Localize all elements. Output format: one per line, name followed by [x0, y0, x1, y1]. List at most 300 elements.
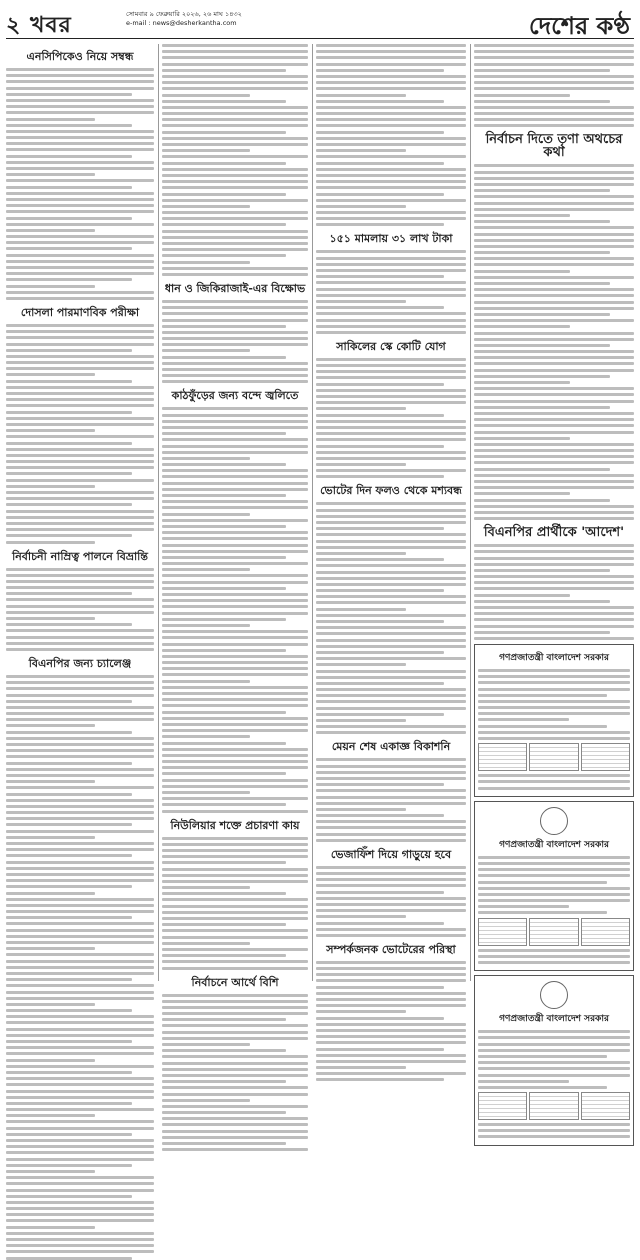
- text-line: [6, 179, 154, 182]
- text-line: [316, 432, 466, 435]
- text-line: [316, 620, 444, 623]
- text-line: [6, 417, 154, 420]
- text-line: [474, 106, 634, 109]
- text-line: [6, 1046, 154, 1049]
- text-line: [6, 80, 154, 83]
- text-line: [162, 994, 308, 997]
- text-line: [6, 343, 154, 346]
- text-line: [6, 130, 154, 133]
- headline: নির্বাচনে আর্থে বিশি: [191, 975, 279, 989]
- text-line: [6, 636, 154, 639]
- text-line: [478, 1129, 630, 1132]
- text-line: [6, 984, 154, 987]
- text-line: [478, 1067, 630, 1070]
- text-line: [6, 118, 95, 121]
- text-line: [478, 718, 569, 721]
- text-line: [162, 1099, 250, 1102]
- text-line: [6, 1102, 132, 1105]
- text-line: [6, 879, 154, 882]
- article-body: [316, 758, 466, 841]
- text-line: [478, 1043, 630, 1046]
- text-line: [162, 211, 308, 214]
- text-line: [162, 742, 286, 745]
- text-line: [316, 700, 466, 703]
- headline: সম্পর্কজনক ভোটেরের পরিস্থা: [326, 942, 456, 956]
- text-line: [162, 374, 308, 377]
- text-line: [162, 1074, 308, 1077]
- text-line: [6, 972, 154, 975]
- headline: মেয়ন শেষ একাজ্ঞ বিকাশনি: [331, 740, 451, 754]
- text-line: [6, 830, 154, 833]
- text-line: [6, 712, 154, 715]
- text-line: [6, 1207, 154, 1210]
- text-line: [162, 1093, 308, 1096]
- text-line: [316, 389, 466, 392]
- text-line: [6, 541, 95, 544]
- text-line: [6, 522, 154, 525]
- text-line: [316, 777, 466, 780]
- text-line: [316, 583, 466, 586]
- text-line: [316, 469, 466, 472]
- text-line: [162, 414, 308, 417]
- text-line: [6, 848, 154, 851]
- text-line: [6, 198, 154, 201]
- text-line: [6, 1120, 154, 1123]
- text-line: [316, 589, 444, 592]
- text-line: [162, 960, 308, 963]
- text-line: [6, 941, 154, 944]
- text-line: [316, 1029, 466, 1032]
- text-line: [162, 362, 308, 365]
- text-line: [316, 331, 466, 334]
- text-line: [162, 1142, 286, 1145]
- text-line: [6, 491, 154, 494]
- headline: ভোটের দিন ফলও থেকে মশ্যবন্ধ: [320, 484, 462, 498]
- text-line: [162, 106, 308, 109]
- text-line: [474, 431, 634, 434]
- email-line: e-mail : news@desherkantha.com: [126, 19, 237, 27]
- text-line: [474, 338, 634, 341]
- text-line: [474, 406, 610, 409]
- text-line: [6, 485, 95, 488]
- article-body: [474, 544, 634, 640]
- text-line: [6, 148, 154, 151]
- text-line: [316, 713, 444, 716]
- text-line: [6, 598, 154, 601]
- text-line: [474, 443, 634, 446]
- text-line: [162, 760, 308, 763]
- text-line: [316, 281, 466, 284]
- text-line: [474, 195, 634, 198]
- text-line: [6, 534, 132, 537]
- text-line: [316, 540, 466, 543]
- text-line: [316, 571, 466, 574]
- text-line: [6, 1232, 154, 1235]
- notice-title: গণপ্রজাতন্ত্রী বাংলাদেশ সরকার: [499, 1014, 609, 1025]
- text-line: [162, 605, 308, 608]
- text-line: [6, 1065, 154, 1068]
- text-line: [6, 1071, 132, 1074]
- text-line: [162, 967, 308, 970]
- text-line: [162, 803, 286, 806]
- text-line: [162, 556, 286, 559]
- text-line: [316, 796, 466, 799]
- text-line: [6, 380, 132, 383]
- headline: নির্বাচনী নাম্রিত্ব পালনে বিভ্রান্তি: [12, 549, 148, 563]
- article-body: [162, 44, 308, 276]
- text-line: [6, 910, 154, 913]
- text-line: [478, 856, 630, 859]
- text-line: [316, 288, 466, 291]
- text-line: [162, 193, 286, 196]
- text-line: [162, 735, 250, 738]
- text-line: [474, 569, 610, 572]
- text-line: [6, 336, 154, 339]
- text-line: [162, 267, 308, 270]
- text-line: [316, 884, 466, 887]
- masthead-rule: [6, 38, 634, 39]
- text-line: [6, 737, 154, 740]
- text-line: [478, 787, 630, 790]
- text-line: [316, 915, 406, 918]
- text-line: [316, 44, 466, 47]
- headline: সাকিলের স্কে কোটি যোগ: [336, 339, 446, 353]
- text-line: [474, 87, 634, 90]
- text-line: [162, 445, 308, 448]
- text-line: [6, 442, 132, 445]
- text-line: [6, 774, 154, 777]
- text-line: [162, 174, 308, 177]
- text-line: [474, 369, 634, 372]
- text-line: [6, 768, 154, 771]
- text-line: [478, 887, 630, 890]
- text-line: [478, 731, 630, 734]
- text-line: [162, 643, 308, 646]
- text-line: [474, 63, 634, 66]
- text-line: [316, 670, 466, 673]
- text-line: [474, 362, 634, 365]
- text-line: [474, 350, 634, 353]
- text-line: [162, 729, 308, 732]
- text-line: [6, 586, 154, 589]
- text-line: [316, 973, 466, 976]
- text-line: [162, 791, 250, 794]
- text-line: [6, 854, 132, 857]
- text-line: [6, 516, 154, 519]
- text-line: [316, 814, 444, 817]
- text-line: [162, 306, 308, 309]
- text-line: [162, 407, 308, 410]
- text-line: [478, 961, 630, 964]
- text-line: [474, 276, 634, 279]
- text-line: [316, 124, 466, 127]
- text-line: [478, 681, 630, 684]
- notice-body: [478, 1030, 630, 1089]
- government-notice: [474, 801, 634, 971]
- text-line: [6, 1009, 132, 1012]
- text-line: [316, 719, 406, 722]
- text-line: [6, 1164, 132, 1167]
- text-line: [316, 131, 444, 134]
- text-line: [162, 673, 308, 676]
- text-line: [162, 810, 308, 813]
- text-line: [474, 294, 634, 297]
- text-line: [478, 1055, 607, 1058]
- text-line: [162, 667, 308, 670]
- text-line: [316, 87, 466, 90]
- text-line: [6, 229, 95, 232]
- text-line: [6, 266, 154, 269]
- text-line: [478, 899, 630, 902]
- article-body: [474, 164, 634, 520]
- text-line: [474, 319, 634, 322]
- text-line: [474, 461, 634, 464]
- text-line: [162, 56, 308, 59]
- text-line: [316, 383, 444, 386]
- text-line: [478, 868, 630, 871]
- text-line: [316, 1048, 444, 1051]
- text-line: [316, 223, 444, 226]
- text-line: [316, 1010, 406, 1013]
- text-line: [162, 380, 308, 383]
- text-line: [162, 544, 308, 547]
- text-line: [316, 319, 466, 322]
- text-line: [6, 155, 132, 158]
- page-label: ২ খবর: [6, 12, 72, 38]
- text-line: [162, 325, 286, 328]
- text-line: [316, 186, 466, 189]
- text-line: [316, 312, 466, 315]
- text-line: [162, 886, 250, 889]
- text-line: [316, 928, 466, 931]
- text-line: [6, 574, 154, 577]
- text-line: [162, 837, 308, 840]
- text-line: [6, 460, 154, 463]
- text-line: [474, 164, 634, 167]
- text-line: [474, 307, 634, 310]
- text-line: [6, 324, 154, 327]
- text-line: [316, 663, 406, 666]
- text-line: [162, 1148, 308, 1151]
- text-line: [6, 718, 154, 721]
- text-line: [6, 842, 154, 845]
- text-line: [6, 99, 154, 102]
- text-line: [316, 81, 466, 84]
- text-line: [162, 892, 286, 895]
- text-line: [478, 1036, 630, 1039]
- text-line: [6, 731, 132, 734]
- text-line: [474, 505, 634, 508]
- government-notice: [474, 644, 634, 797]
- text-line: [474, 544, 634, 547]
- text-line: [474, 606, 634, 609]
- text-line: [162, 143, 308, 146]
- text-line: [6, 167, 154, 170]
- text-line: [6, 429, 95, 432]
- text-line: [162, 599, 308, 602]
- text-line: [6, 1059, 95, 1062]
- text-line: [474, 220, 610, 223]
- text-line: [162, 131, 286, 134]
- text-line: [474, 557, 634, 560]
- text-line: [162, 936, 308, 939]
- text-line: [6, 173, 95, 176]
- text-line: [474, 344, 610, 347]
- text-line: [316, 420, 466, 423]
- text-line: [474, 424, 634, 427]
- text-line: [478, 911, 607, 914]
- text-line: [316, 998, 466, 1001]
- text-line: [162, 948, 308, 951]
- text-line: [162, 568, 250, 571]
- article-body: [6, 68, 154, 300]
- text-line: [162, 475, 308, 478]
- text-line: [162, 248, 308, 251]
- text-line: [6, 74, 154, 77]
- text-line: [6, 724, 95, 727]
- text-line: [6, 1226, 95, 1229]
- text-line: [162, 500, 308, 503]
- text-line: [162, 513, 250, 516]
- text-line: [162, 618, 286, 621]
- text-line: [316, 552, 406, 555]
- notice-body: [478, 949, 630, 964]
- headline: বিএনপির প্রার্থীকে 'আদেশ': [483, 525, 625, 541]
- text-line: [162, 1012, 308, 1015]
- text-line: [6, 623, 132, 626]
- text-line: [316, 967, 466, 970]
- text-line: [162, 1018, 286, 1021]
- text-line: [6, 1096, 154, 1099]
- notice-title: গণপ্রজাতন্ত্রী বাংলাদেশ সরকার: [499, 652, 609, 663]
- text-line: [474, 177, 634, 180]
- text-line: [6, 1213, 154, 1216]
- text-line: [316, 149, 406, 152]
- text-line: [316, 820, 466, 823]
- text-line: [6, 823, 132, 826]
- text-line: [316, 533, 466, 536]
- text-line: [478, 725, 607, 728]
- text-line: [6, 953, 154, 956]
- text-line: [162, 236, 308, 239]
- text-line: [162, 624, 250, 627]
- text-line: [162, 868, 308, 871]
- text-line: [474, 517, 634, 520]
- text-line: [316, 376, 466, 379]
- text-line: [6, 186, 132, 189]
- text-line: [474, 202, 634, 205]
- text-line: [478, 1049, 630, 1052]
- text-line: [316, 725, 466, 728]
- text-line: [6, 700, 132, 703]
- text-line: [162, 861, 286, 864]
- text-line: [162, 686, 308, 689]
- text-line: [6, 873, 154, 876]
- text-line: [316, 401, 466, 404]
- text-line: [162, 855, 308, 858]
- text-line: [6, 404, 154, 407]
- text-line: [162, 636, 308, 639]
- text-line: [316, 199, 466, 202]
- text-line: [6, 217, 132, 220]
- text-line: [6, 916, 132, 919]
- text-line: [6, 503, 132, 506]
- text-line: [6, 1189, 154, 1192]
- text-line: [6, 423, 154, 426]
- text-line: [316, 614, 466, 617]
- text-line: [162, 779, 308, 782]
- text-line: [316, 438, 466, 441]
- text-line: [316, 1017, 444, 1020]
- text-line: [474, 625, 634, 628]
- text-line: [474, 69, 610, 72]
- text-line: [6, 210, 154, 213]
- text-line: [6, 885, 132, 888]
- text-line: [162, 661, 308, 664]
- text-line: [474, 492, 570, 495]
- text-line: [474, 468, 610, 471]
- text-line: [6, 510, 154, 513]
- text-line: [6, 136, 154, 139]
- text-line: [162, 1136, 308, 1139]
- text-line: [162, 63, 308, 66]
- government-emblem: [540, 981, 568, 1009]
- headline: নিউলিয়ার শক্তে প্রচারণা কায়: [170, 818, 300, 832]
- text-line: [478, 1080, 569, 1083]
- text-line: [162, 137, 308, 140]
- text-line: [474, 449, 634, 452]
- text-line: [6, 1034, 154, 1037]
- text-line: [162, 717, 308, 720]
- text-line: [474, 183, 634, 186]
- column-divider: [158, 44, 159, 981]
- text-line: [316, 250, 466, 253]
- text-line: [316, 217, 466, 220]
- text-line: [162, 785, 308, 788]
- text-line: [162, 748, 308, 751]
- text-line: [6, 528, 154, 531]
- text-line: [162, 457, 250, 460]
- text-line: [474, 257, 634, 260]
- text-line: [162, 242, 308, 245]
- text-line: [162, 69, 286, 72]
- text-line: [478, 706, 630, 709]
- text-line: [162, 337, 308, 340]
- text-line: [478, 688, 630, 691]
- notice-body: [478, 1123, 630, 1138]
- column-1: [6, 44, 154, 981]
- text-line: [474, 50, 634, 53]
- text-line: [6, 675, 154, 678]
- text-line: [6, 960, 154, 963]
- text-line: [478, 881, 607, 884]
- text-line: [316, 934, 466, 937]
- text-line: [474, 600, 610, 603]
- text-line: [474, 94, 570, 97]
- text-line: [316, 676, 466, 679]
- text-line: [316, 1066, 406, 1069]
- text-line: [316, 174, 466, 177]
- text-line: [162, 874, 308, 877]
- text-line: [6, 978, 132, 981]
- text-line: [6, 580, 154, 583]
- text-line: [478, 780, 630, 783]
- text-line: [6, 780, 95, 783]
- text-line: [162, 1068, 308, 1071]
- text-line: [162, 482, 308, 485]
- text-line: [162, 426, 308, 429]
- text-line: [6, 836, 95, 839]
